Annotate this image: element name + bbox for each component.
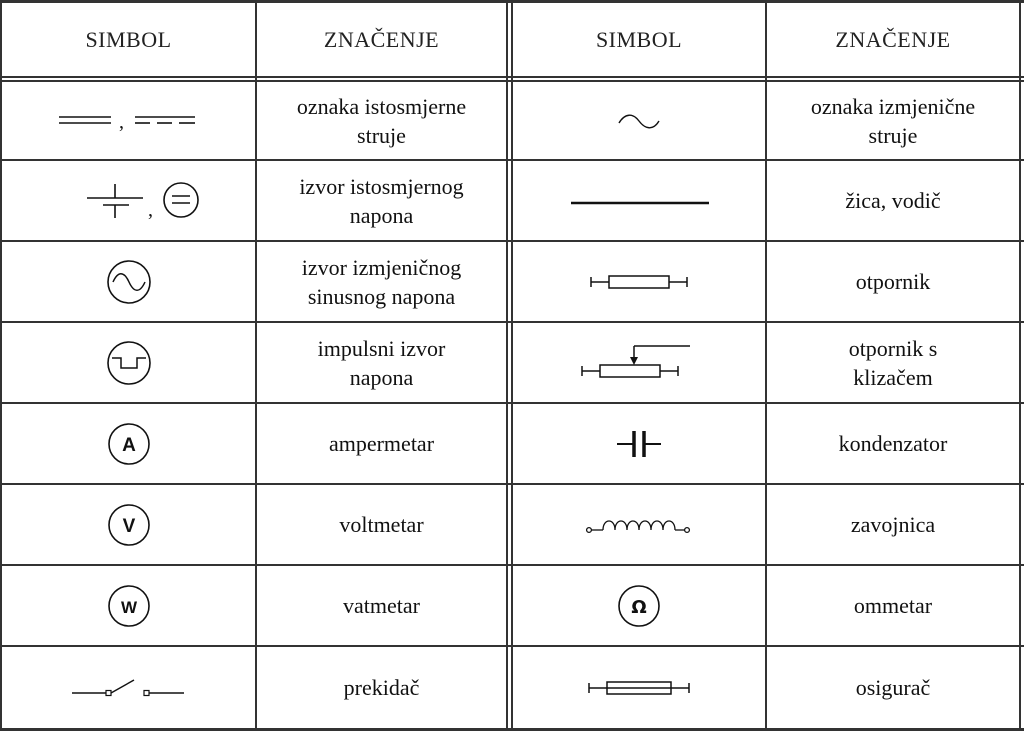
separator-comma: ,: [147, 198, 153, 221]
voltmeter-glyph: V: [122, 515, 135, 537]
capacitor-icon: [513, 404, 765, 483]
label-switch: prekidač: [343, 675, 420, 700]
header-simbol-left: SIMBOL: [85, 26, 172, 52]
label-capacitor: kondenzator: [838, 431, 948, 456]
ac-current-marking-icon: [513, 82, 765, 159]
header-simbol-right: SIMBOL: [595, 26, 683, 52]
label-ac-current-marking: oznaka izmjenične struje: [810, 93, 976, 148]
ammeter-glyph: A: [121, 434, 136, 456]
inductor-coil-icon: [513, 485, 765, 564]
label-fuse: osigurač: [855, 675, 931, 700]
ammeter-icon: [2, 404, 255, 483]
ohmmeter-glyph: Ω: [631, 596, 647, 618]
label-wire-conductor: žica, vodič: [845, 188, 941, 213]
label-dc-voltage-source: izvor istosmjernog napona: [299, 173, 464, 228]
ohmmeter-icon: [513, 566, 765, 645]
switch-icon: [2, 647, 255, 728]
dc-voltage-source-icon: [2, 161, 255, 240]
voltmeter-icon: [2, 485, 255, 564]
potentiometer-icon: [513, 323, 765, 402]
header-znacenje-left: ZNAČENJE: [323, 26, 440, 52]
dc-current-marking-icon: [2, 82, 255, 159]
wattmeter-icon: [2, 566, 255, 645]
label-ac-sine-voltage-source: izvor izmjeničnog sinusnog napona: [301, 254, 462, 309]
label-potentiometer: otpornik s klizačem: [848, 335, 938, 390]
column-divider-double-left: [506, 0, 508, 731]
label-voltmeter: voltmetar: [339, 512, 424, 537]
wattmeter-glyph: W: [120, 597, 137, 617]
fuse-icon: [513, 647, 765, 728]
wire-conductor-icon: [513, 161, 765, 240]
label-inductor-coil: zavojnica: [850, 512, 936, 537]
label-dc-current-marking: oznaka istosmjerne struje: [296, 93, 467, 148]
pulse-voltage-source-icon: [2, 323, 255, 402]
header-znacenje-right: ZNAČENJE: [835, 26, 951, 52]
label-wattmeter: vatmetar: [343, 593, 420, 618]
label-resistor: otpornik: [855, 269, 931, 294]
label-pulse-voltage-source: impulsni izvor napona: [317, 335, 446, 390]
separator-comma: ,: [118, 110, 124, 133]
label-ammeter: ampermetar: [328, 431, 435, 456]
label-ohmmeter: ommetar: [853, 593, 933, 618]
resistor-icon: [513, 242, 765, 321]
table-border-right: [1019, 0, 1021, 731]
ac-sine-voltage-source-icon: [2, 242, 255, 321]
